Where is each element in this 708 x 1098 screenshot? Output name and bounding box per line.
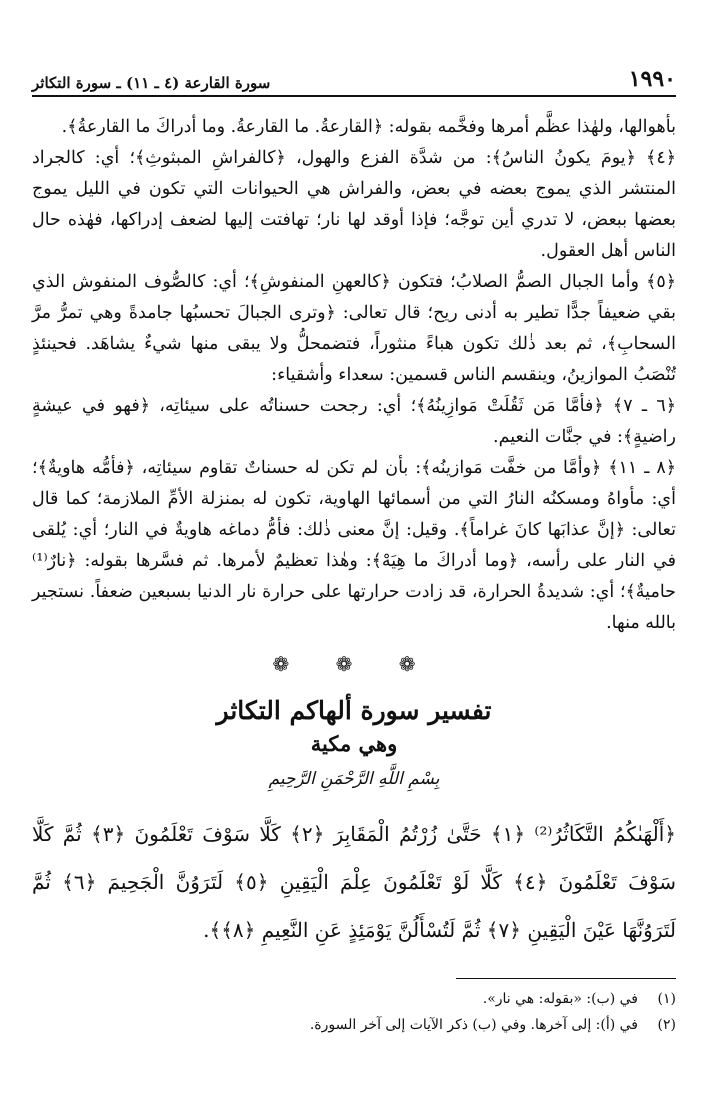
- footnote-divider: [456, 978, 676, 979]
- paragraph: ﴿٤﴾ ﴿يومَ يكونُ الناسُ﴾: من شدَّة الفزع والهول، ﴿كالفراشِ المبثوثِ﴾؛ أي: كالجراد المنتشر الذي يموج بعضه في بعض، والفراش هي الحيوانات التي تكون في الليل يموج بعضها ببعض، لا تدري أين توجَّه؛ فإذا أوقد لها نار؛ تهافتت إليها لضعف إدراكها، فهٰذه حال الناس أهل العقول.: [32, 148, 676, 261]
- footnotes: [32, 986, 676, 1038]
- running-title: سورة القارعة (٤ ـ ١١) ـ سورة التكاثر: [32, 74, 271, 92]
- quran-verses: ﴿أَلْهَىٰكُمُ التَّكَاثُرُ⁽²⁾ ﴿١﴾ حَتَّىٰ زُرْتُمُ الْمَقَابِرَ ﴿٢﴾ كَلَّا سَوْفَ تَعْلَمُونَ ﴿٣﴾ ثُمَّ كَلَّا سَوْفَ تَعْلَمُونَ ﴿٤﴾ كَلَّا لَوْ تَعْلَمُونَ عِلْمَ الْيَقِينِ ﴿٥﴾ لَتَرَوُنَّ الْجَحِيمَ ﴿٦﴾ ثُمَّ لَتَرَوُنَّهَا عَيْنَ الْيَقِينِ ﴿٧﴾ ثُمَّ لَتُسْأَلُنَّ يَوْمَئِذٍ عَنِ النَّعِيمِ ﴿٨﴾﴾.: [32, 822, 677, 942]
- footnote: [32, 986, 676, 1012]
- footnote-text: في (أ): إلى آخرها. وفي (ب) ذكر الآيات إلى آخر السورة.: [309, 1017, 638, 1033]
- page-header: [32, 58, 676, 97]
- footnote-text: في (ب): «بقوله: هي نار».: [482, 991, 638, 1007]
- footnote-number: (٢): [657, 1017, 676, 1033]
- footnote: [32, 1012, 676, 1038]
- surah-title: تفسير سورة ألهاكم التكاثر: [216, 696, 492, 725]
- surah-subtitle: وهي مكية: [310, 731, 398, 756]
- paragraph: ﴿٥﴾ وأما الجبال الصمُّ الصلابُ؛ فتكون ﴿كالعهنِ المنفوشِ﴾؛ أي: كالصُّوف المنفوش الذي بقي ضعيفاً جدًّا تطير به أدنى ريح؛ قال تعالى: ﴿وترى الجبالَ تحسبُها جامدةً وهي تمرُّ مرَّ السحابِ﴾، ثم بعد ذٰلك تكون هباءً منثوراً، فتضمحلُّ ولا يبقى منها شيءٌ يشاهَد. فحينئذٍ تُنْصَبُ الموازينُ، وينقسم الناس قسمين: سعداء وأشقياء:: [32, 272, 676, 385]
- section-separator: ❁ ❁ ❁: [272, 652, 436, 676]
- body-text: [32, 112, 676, 954]
- paragraph: ﴿٦ ـ ٧﴾ ﴿فأمَّا مَن ثَقُلَتْ مَوازِينُهُ﴾؛ أي: رجحت حسناتُه على سيئاتِه، ﴿فهو في عيشةٍ راضيةٍ﴾: في جنَّات النعيم.: [32, 396, 676, 447]
- basmala: بِسْمِ اللَّهِ الرَّحْمَنِ الرَّحِيمِ: [268, 769, 440, 789]
- paragraph: ﴿٨ ـ ١١﴾ ﴿وأمَّا من خفَّت مَوازينُه﴾: بأن لم تكن له حسناتٌ تقاوم سيئاتِه، ﴿فأمُّه هاويةٌ﴾؛ أي: مأواهُ ومسكنُه النارُ التي من أسمائها الهاوية، تكون له بمنزلة الأمِّ الملازمة؛ كما قال تعالى: ﴿إنَّ عذابَها كانَ غراماً﴾. وقيل: إنَّ معنى ذٰلك: فأمُّ دماغه هاويةٌ في النار؛ أي: يُلقى في النار على رأسه، ﴿وما أدراكَ ما هِيَهْ﴾: وهٰذا تعظيمٌ لأمرها. ثم فسَّرها بقوله: ﴿نارٌ⁽¹⁾ حاميةٌ﴾؛ أي: شديدةُ الحرارة، قد زادت حرارتها على حرارة نار الدنيا بسبعين ضعفاً. نستجير بالله منها.: [32, 458, 676, 633]
- footnote-number: (١): [657, 991, 676, 1007]
- page-number: ١٩٩٠: [628, 66, 676, 92]
- paragraph: بأهوالها، ولهٰذا عظَّم أمرها وفخَّمه بقوله: ﴿القارعةُ. ما القارعةُ. وما أدراكَ ما القارعةُ﴾.: [61, 117, 676, 137]
